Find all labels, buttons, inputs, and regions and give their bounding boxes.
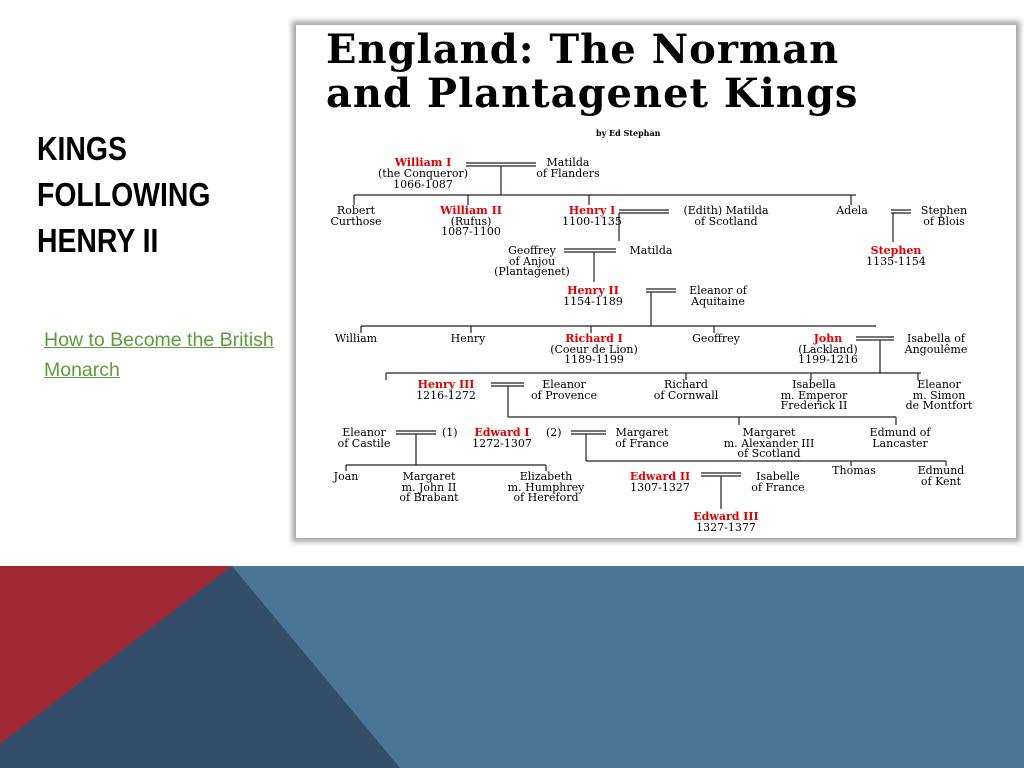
tree-person (494, 244, 570, 278)
king-name: Edward III (693, 510, 759, 523)
tree-person (781, 378, 848, 412)
king-name: Edward II (629, 470, 691, 483)
tree-person (832, 464, 876, 477)
person-detail: Aquitaine (691, 295, 745, 308)
slide-title-line: HENRY II (37, 222, 159, 259)
person-detail: of Castile (337, 437, 391, 450)
reign-dates: 1154-1189 (563, 295, 623, 308)
tree-person (918, 464, 965, 488)
person-detail: (Coeur de Lion) (550, 343, 638, 356)
person-detail: de Montfort (905, 399, 973, 412)
family-tree-diagram (296, 25, 1016, 538)
person-detail: of Flanders (536, 167, 600, 180)
person-name: Margaret (742, 426, 796, 439)
tree-person (508, 470, 585, 504)
person-name: William (334, 332, 378, 345)
person-detail: of Cornwall (653, 389, 719, 402)
person-name: Eleanor (917, 378, 961, 391)
tree-byline: by Ed Stephan (596, 128, 661, 138)
person-name: Robert (336, 204, 376, 217)
person-name: Matilda (546, 156, 590, 169)
king-name: Stephen (870, 244, 922, 257)
king-name: William I (394, 156, 452, 169)
tree-person (335, 332, 378, 345)
tree-person (798, 332, 858, 366)
reign-dates: 1135-1154 (866, 255, 926, 268)
tree-person (615, 426, 669, 450)
person-detail: m. Simon (912, 389, 966, 402)
tree-person (630, 470, 690, 494)
reign-dates: 1307-1327 (630, 481, 690, 494)
person-detail: of Blois (923, 215, 965, 228)
person-detail: of France (615, 437, 669, 450)
king-name: William II (440, 204, 502, 217)
person-name: Geoffrey (508, 244, 556, 257)
tree-person (866, 244, 926, 268)
tree-person (692, 332, 741, 345)
person-detail: m. John II (401, 481, 457, 494)
person-detail: of Scotland (737, 447, 801, 460)
person-detail: of Scotland (694, 215, 758, 228)
person-detail: of France (751, 481, 805, 494)
person-name: Isabella of (907, 332, 965, 345)
tree-person (904, 332, 968, 356)
reign-dates: 1327-1377 (696, 521, 756, 534)
person-name: Thomas (832, 464, 876, 477)
tree-person (378, 156, 468, 191)
tree-person (562, 204, 622, 228)
person-name: Stephen (920, 204, 968, 217)
tree-person (536, 156, 600, 180)
person-detail: Curthose (330, 215, 382, 228)
decorative-footer-band (0, 566, 1024, 768)
person-name: Richard (664, 378, 708, 391)
person-detail: (the Conqueror) (378, 167, 468, 180)
reign-dates: 1100-1135 (562, 215, 622, 228)
person-detail: m. Alexander III (723, 437, 815, 450)
king-name: Edward I (474, 426, 530, 439)
person-name: Eleanor (542, 378, 586, 391)
tree-person (906, 378, 973, 412)
reign-dates: 1199-1216 (798, 353, 858, 366)
person-detail: Angoulême (904, 343, 968, 356)
tree-person (870, 426, 932, 450)
reign-dates: 1216-1272 (416, 389, 476, 402)
tree-person (921, 204, 967, 228)
marriage-mark: (2) (546, 426, 562, 439)
person-name: Eleanor of (689, 284, 747, 297)
person-detail: of Brabant (399, 491, 459, 504)
person-name: Henry (450, 332, 486, 345)
tree-person (439, 204, 502, 238)
person-name: Isabella (792, 378, 836, 391)
slide-title (37, 126, 252, 264)
tree-person (630, 244, 673, 257)
tree-person (333, 470, 359, 483)
tree-person (689, 284, 748, 308)
tree-person (654, 378, 719, 402)
king-name: Henry I (568, 204, 616, 217)
person-detail: (Rufus) (450, 215, 492, 228)
person-name: Margaret (402, 470, 456, 483)
person-detail: Lancaster (872, 437, 928, 450)
tree-person (683, 204, 768, 228)
tree-person (338, 426, 391, 450)
marriage-mark: (1) (442, 426, 458, 439)
person-name: Matilda (629, 244, 673, 257)
reign-dates: 1189-1199 (564, 353, 624, 366)
person-detail: of Anjou (508, 255, 556, 268)
reign-dates: 1087-1100 (441, 225, 501, 238)
person-detail: m. Humphrey (507, 481, 585, 494)
king-name: Henry III (417, 378, 475, 391)
tree-person (693, 510, 758, 534)
tree-person (399, 470, 459, 504)
tree-title: England: The Norman (326, 26, 840, 73)
person-name: Adela (836, 204, 868, 217)
king-name: Henry II (567, 284, 619, 297)
person-name: Edmund (917, 464, 965, 477)
monarch-link[interactable]: How to Become the British Monarch (44, 329, 274, 381)
slide-title-line: FOLLOWING (37, 176, 211, 213)
reign-dates: 1066-1087 (393, 178, 453, 191)
person-detail: Frederick II (780, 399, 848, 412)
tree-person (835, 204, 868, 217)
person-name: Edmund of (869, 426, 931, 439)
slide-title-line: KINGS (37, 130, 127, 167)
person-detail: of Hereford (513, 491, 579, 504)
person-name: Margaret (615, 426, 669, 439)
king-name: Richard I (565, 332, 623, 345)
reign-dates: 1272-1307 (472, 437, 532, 450)
person-detail: m. Emperor (780, 389, 848, 402)
tree-person (751, 470, 804, 494)
tree-person (550, 332, 638, 366)
person-detail: (Plantagenet) (494, 265, 570, 278)
tree-person (472, 426, 532, 450)
person-detail: of Kent (920, 475, 962, 488)
person-name: Elizabeth (519, 470, 573, 483)
tree-person (451, 332, 486, 345)
tree-person (416, 378, 476, 402)
tree-title: and Plantagenet Kings (326, 70, 859, 117)
family-tree-image (296, 25, 1016, 538)
person-name: Geoffrey (692, 332, 740, 345)
person-name: (Edith) Matilda (683, 204, 769, 217)
tree-person (724, 426, 815, 460)
person-name: Joan (333, 470, 359, 483)
person-name: Eleanor (342, 426, 386, 439)
tree-person (330, 204, 381, 228)
person-name: Isabelle (756, 470, 800, 483)
person-detail: (Lackland) (798, 343, 858, 356)
person-detail: of Provence (531, 389, 597, 402)
king-name: John (813, 332, 843, 345)
tree-person (531, 378, 597, 402)
tree-person (563, 284, 623, 308)
